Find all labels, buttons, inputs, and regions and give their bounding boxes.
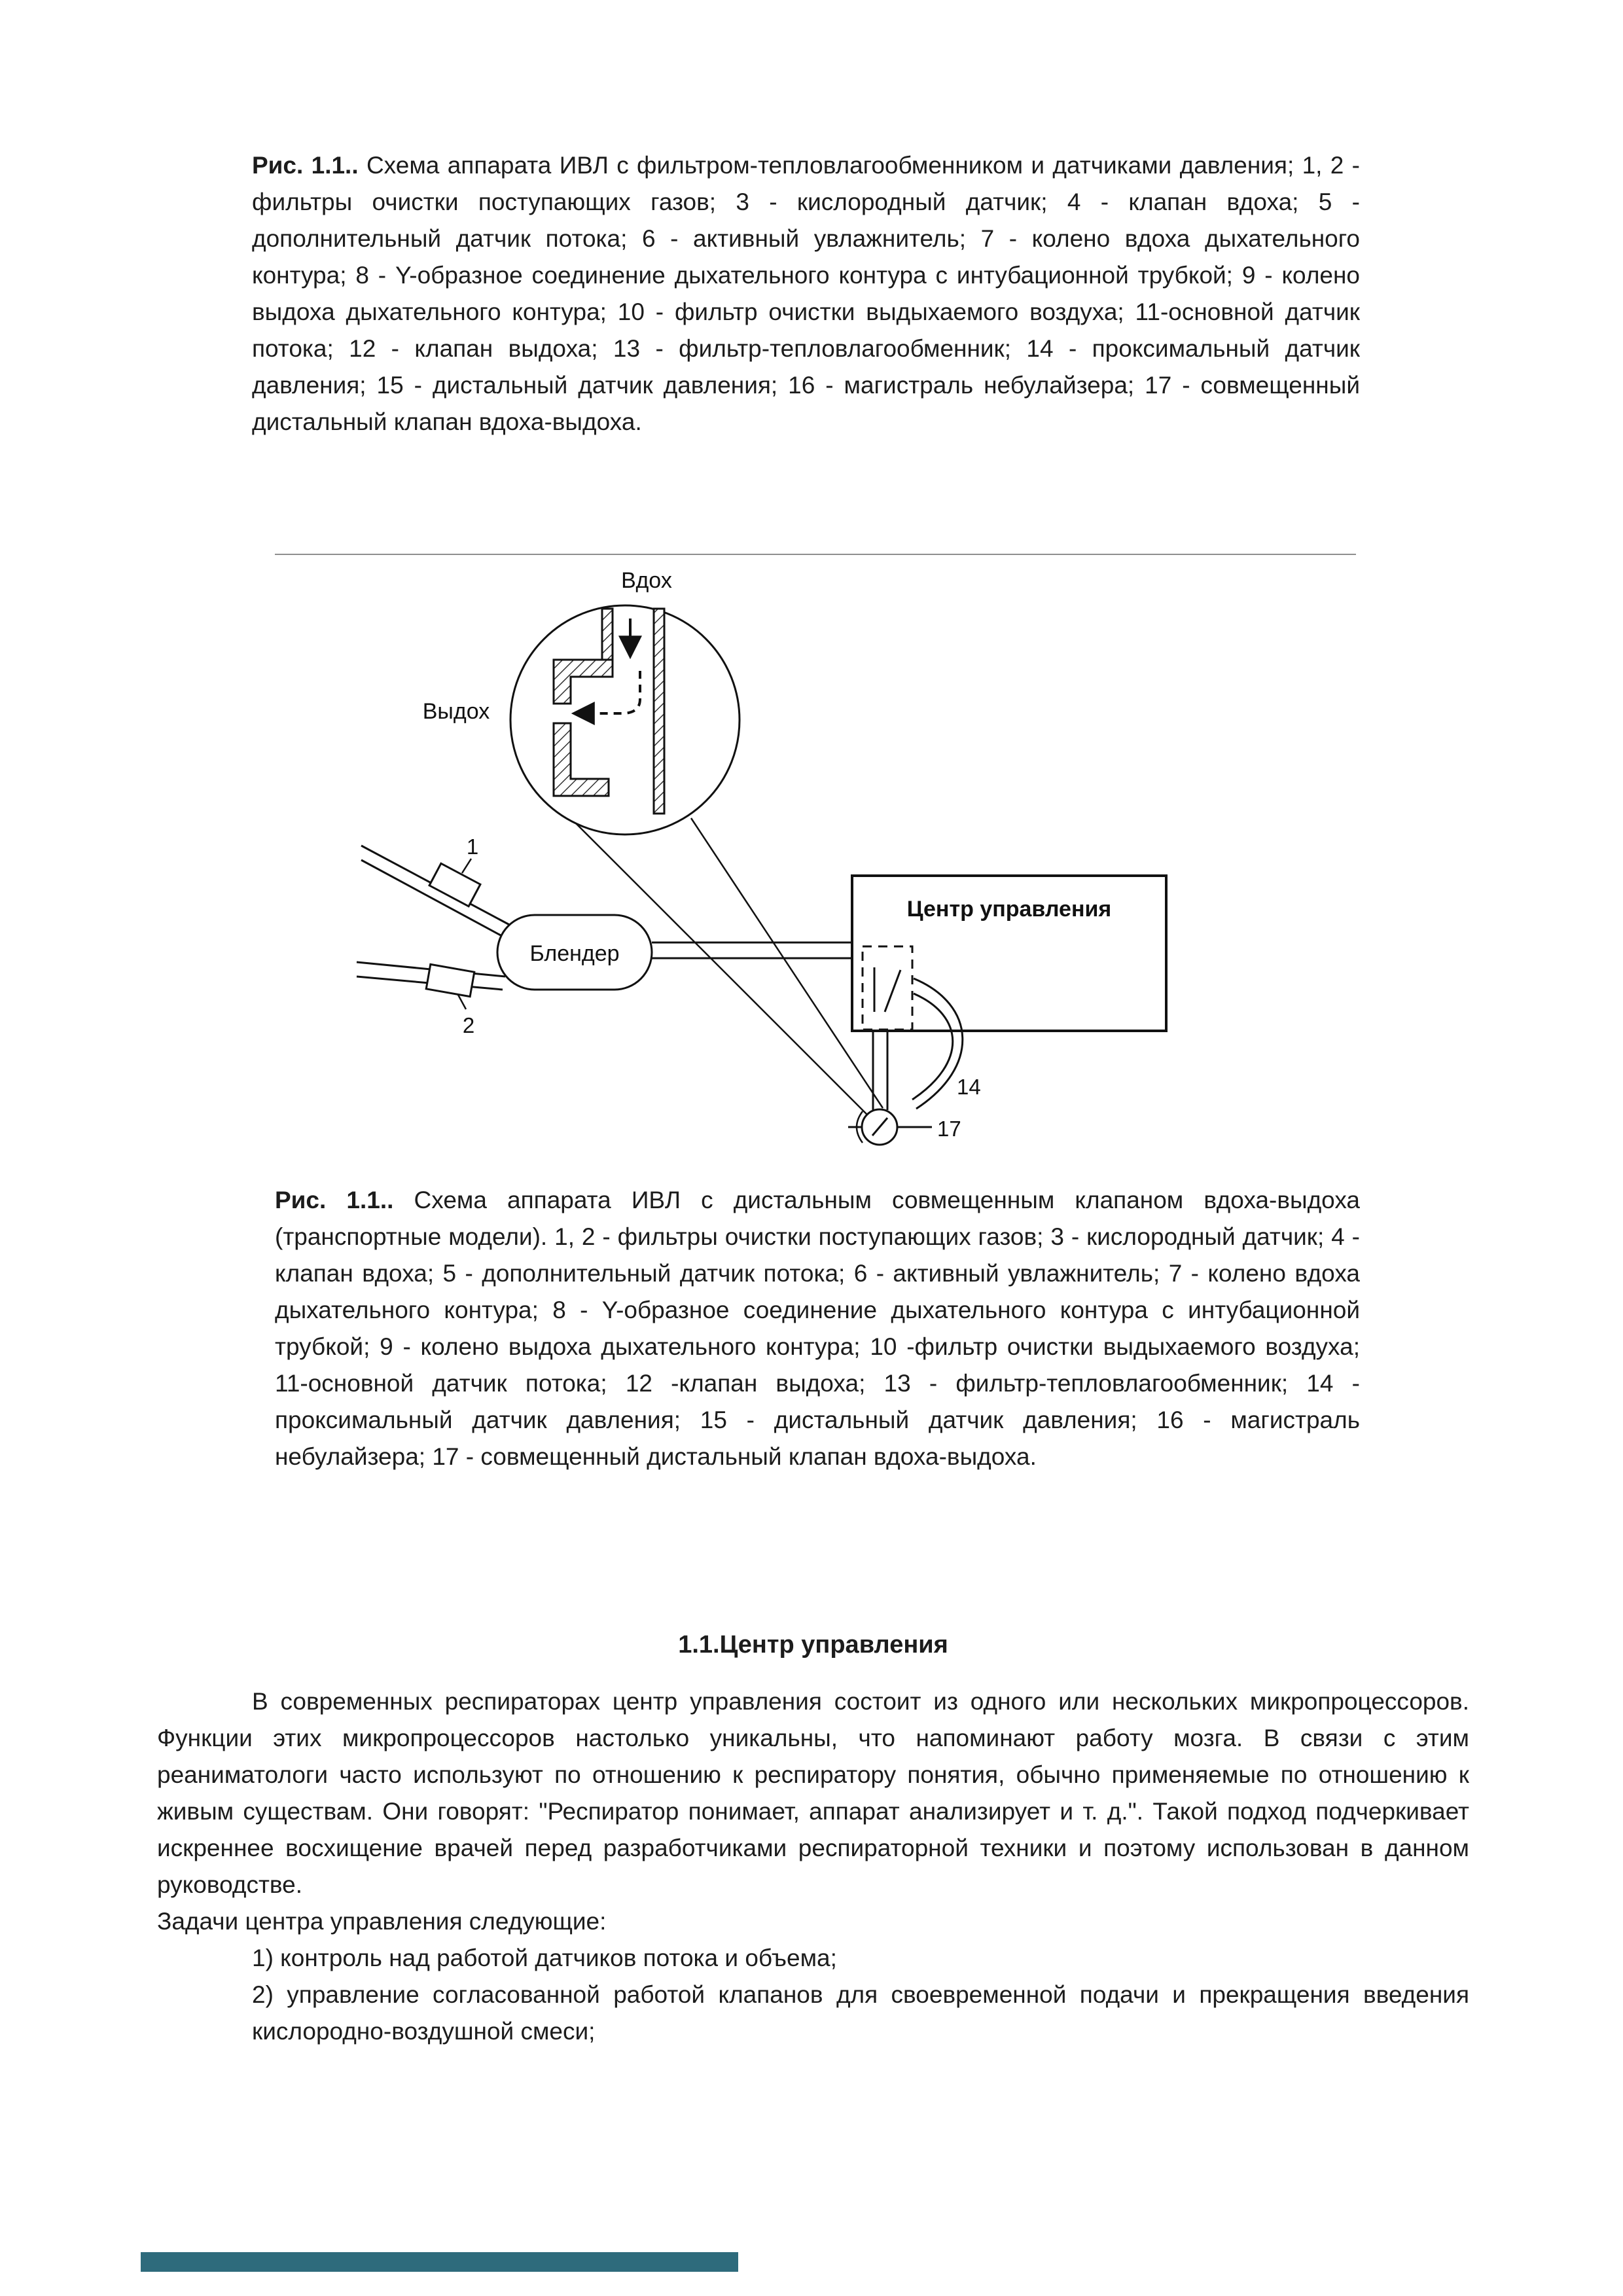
figure-caption-1-text: Схема аппарата ИВЛ с фильтром-тепловлагообменником и датчиками давления; 1, 2 - фильтры очистки поступающих газов; 3 - кислородный датчик; 4 - клапан вдоха; 5 - дополнительный датчик потока; 6 - активный увлажнитель; 7 - колено вдоха дыхательного контура; 8 - Y-образное соединение дыхательного контура с интубационной трубкой; 9 - колено выдоха дыхательного контура; 10 - фильтр очистки выдыхаемого воздуха; 11-основной датчик потока; 12 - клапан выдоха; 13 - фильтр-тепловлагообменник; 14 - проксимальный датчик давления; 15 - дистальный датчик давления; 16 - магистраль небулайзера; 17 - совмещенный дистальный клапан вдоха-выдоха. xyxy=(252,152,1361,435)
task-item-1: 1) контроль над работой датчиков потока и объема; xyxy=(252,1945,837,1971)
figure-caption-1 xyxy=(252,147,1360,440)
label-pressure-line-14: 14 xyxy=(957,1075,981,1099)
figure-caption-2-text: Схема аппарата ИВЛ с дистальным совмещенным клапаном вдоха-выдоха (транспортные модели). 1, 2 - фильтры очистки поступающих газов; 3 - кислородный датчик; 4 - клапан вдоха; 5 - дополнительный датчик потока; 6 - активный увлажнитель; 7 - колено вдоха дыхательного контура; 8 - Y-образное соединение дыхательного контура с интубационной трубкой; 9 - колено выдоха дыхательного контура; 10 -фильтр очистки выдыхаемого воздуха; 11-основной датчик потока; 12 -клапан выдоха; 13 - фильтр-тепловлагообменник; 14 - проксимальный датчик давления; 15 - дистальный датчик давления; 16 - магистраль небулайзера; 17 - совмещенный дистальный клапан вдоха-выдоха. xyxy=(275,1187,1360,1470)
ventilator-schematic-diagram xyxy=(327,558,1270,1179)
tasks-intro: Задачи центра управления следующие: xyxy=(157,1908,607,1935)
figure-caption-1-label: Рис. 1.1.. xyxy=(252,152,359,179)
gas-hose-1-line-b xyxy=(361,860,509,940)
figure-divider-line xyxy=(275,554,1356,555)
label-inhale: Вдох xyxy=(621,568,672,593)
filter-2 xyxy=(426,964,474,996)
figure-caption-2-label: Рис. 1.1.. xyxy=(275,1187,394,1213)
figure-caption-2 xyxy=(275,1182,1360,1475)
label-filter-1: 1 xyxy=(466,834,479,859)
label-exhale: Выдох xyxy=(422,699,490,724)
task-item-2: 2) управление согласованной работой клапанов для своевременной подачи и прекращения введения кислородно-воздушной смеси; xyxy=(252,1981,1469,2045)
label-blender: Блендер xyxy=(529,941,620,966)
filter-1-leader xyxy=(462,859,471,873)
tube-wall-left xyxy=(602,609,613,660)
label-distal-valve-17: 17 xyxy=(937,1117,961,1141)
tube-wall-right xyxy=(654,609,664,814)
section-heading: 1.1.Центр управления xyxy=(678,1631,948,1659)
label-filter-2: 2 xyxy=(462,1013,475,1037)
body-paragraph: В современных респираторах центр управления состоит из одного или нескольких микропроцессоров. Функции этих микропроцессоров настолько уникальны, что напоминают работу мозга. В связи с этим реаниматологи часто используют по отношению к респиратору понятия, обычно применяемые по отношению к живым существам. Они говорят: "Респиратор понимает, аппарат анализирует и т. д.". Такой подход подчеркивает искреннее восхищение врачей перед разработчиками респираторной техники и поэтому использован в данном руководстве. xyxy=(157,1688,1469,1898)
body-text-block xyxy=(157,1683,1469,2050)
filter-2-leader xyxy=(458,995,466,1009)
footer-bar xyxy=(141,2252,738,2272)
valve-detail-circle xyxy=(510,605,740,834)
label-control-center: Центр управления xyxy=(906,897,1112,922)
